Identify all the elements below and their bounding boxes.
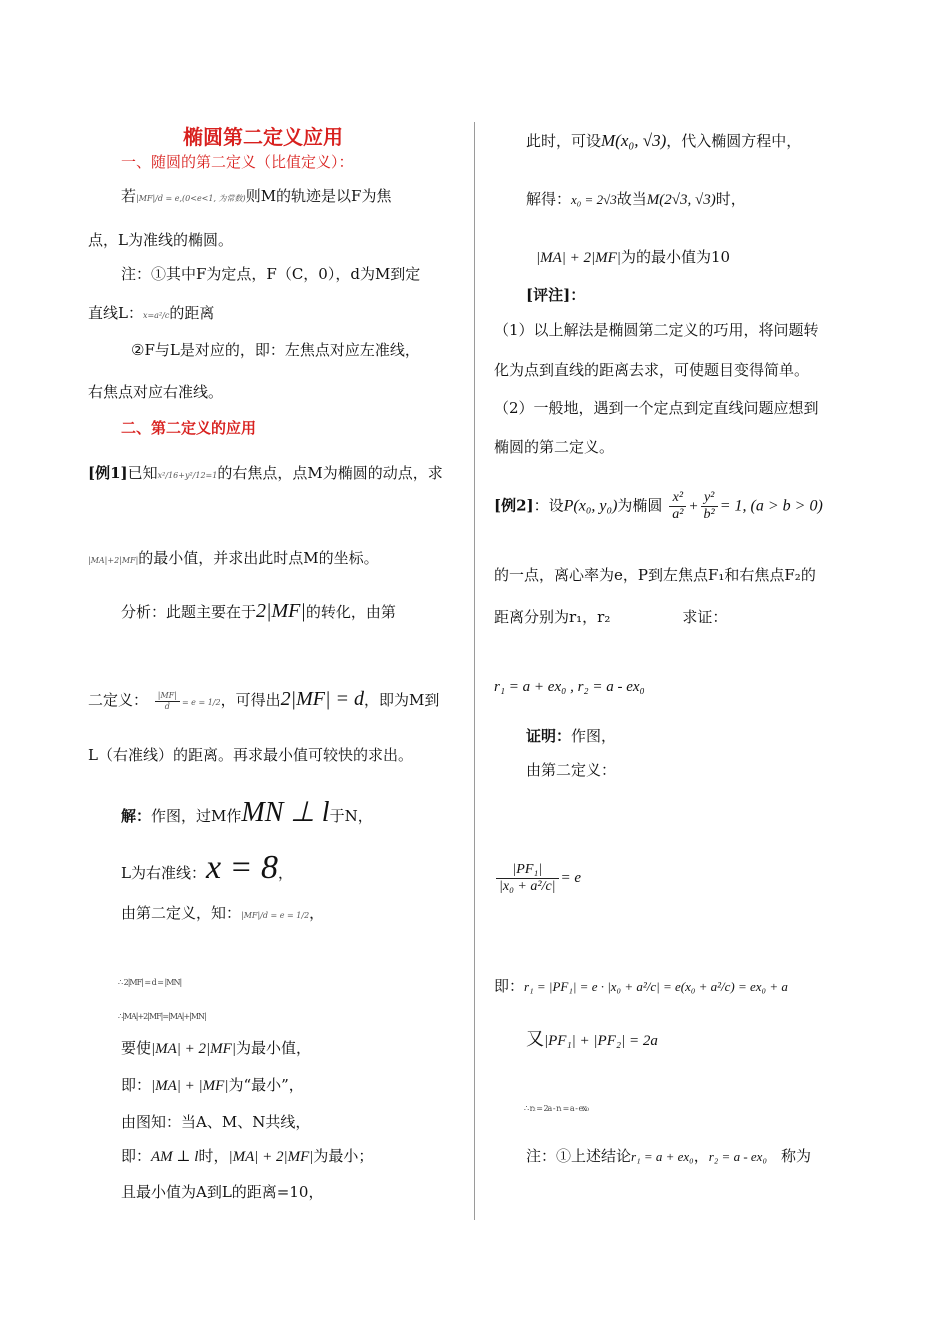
example-2: [例2]：设P(x₀, y₀)为椭圆 $\frac{\text{x²}}{\text{a²}}$ + $\frac{\text{y²}}{\text{b²}}$ = 1, (a > b > 0) [494, 490, 823, 523]
note-2: ②F与L是对应的，即：左焦点对应左准线， [131, 341, 420, 359]
note-1-cont: 直线L：x=a²/c的距离 [88, 304, 215, 322]
comment-2-cont: 椭圆的第二定义。 [494, 438, 615, 456]
formula-y2-over-b2: $\frac{\text{y²}}{\text{b²}}$ [701, 490, 718, 523]
example-2-cont-2: 距离分别为r₁，r₂ 求证： [494, 608, 728, 626]
para-definition-cont: 点，L为准线的椭圆。 [88, 231, 233, 249]
solution-10: 且最小值为A到L的距离=10， [121, 1183, 324, 1201]
formula-ratio-half: |MF|/d = e = 1/2 [241, 911, 310, 920]
analysis-3: L（右准线）的距离。再求最小值可较快的求出。 [88, 746, 413, 764]
formula-2mf: 2|MF| [256, 600, 306, 622]
example-1: [例1]已知x²/16+y²/12=1的右焦点，点M为椭圆的动点，求 [88, 464, 443, 482]
note-2-cont: 右焦点对应右准线。 [88, 383, 224, 401]
formula-m-point: M(x₀, √3) [601, 131, 667, 150]
formula-scribble-3: ∴ r₂ = 2a - r₁ = a - ex₀ [524, 1104, 588, 1113]
comment-2: （2）一般地，遇到一个定点到定直线问题应想到 [494, 399, 819, 417]
page-title: 椭圆第二定义应用 [183, 125, 343, 149]
formula-x2-over-a2: $\frac{\text{x²}}{\text{a²}}$ [669, 490, 686, 523]
solution-1: 解：作图，过M作MN ⊥ l于N， [121, 797, 373, 828]
section-heading-2: 二、第二定义的应用 [121, 419, 257, 437]
comment-1: （1）以上解法是椭圆第二定义的巧用，将问题转 [494, 321, 819, 339]
right-line-1: 此时，可设M(x₀, √3)，代入椭圆方程中， [526, 131, 802, 150]
formula-x-eq-8: x = 8 [205, 849, 279, 886]
note-1: 注：①其中F为定点，F（C，0），d为M到定 [121, 265, 421, 283]
section-heading-1: 一、随圆的第二定义（比值定义）： [121, 153, 354, 171]
solution-3: 由第二定义，知：|MF|/d = e = 1/2， [121, 904, 325, 922]
formula-ellipse-1: x²/16+y²/12=1 [157, 471, 218, 480]
proof-line-1: 证明：作图， [526, 727, 617, 745]
note-conclusion: 注：①上述结论r₁ = a + ex₀，r₂ = a - ex₀ 称为 [526, 1147, 811, 1165]
comment-label: [评注]： [526, 286, 586, 304]
formula-target: |MA|+2|MF| [88, 556, 139, 565]
formula-goal: r₁ = a + ex₀ , r₂ = a - ex₀ [494, 679, 645, 695]
solution-7: 即：|MA| + |MF|为“最小”， [121, 1076, 304, 1094]
formula-mn-perp-l: MN ⊥ l [241, 797, 330, 828]
proof-line-2: 由第二定义： [526, 761, 617, 779]
solution-8: 由图知：当A、M、N共线， [121, 1113, 311, 1131]
solution-9: 即：AM ⊥ l时，|MA| + 2|MF|为最小； [121, 1147, 374, 1165]
column-divider [474, 122, 475, 1220]
formula-directrix: x=a²/c [142, 311, 170, 320]
analysis-2: 二定义： $\frac{|MF|}{d}$ = e = 1/2，可得出2|MF| = d，即为M到 [88, 688, 440, 711]
right-line-3: |MA| + 2|MF|为的最小值为10 [536, 248, 731, 266]
right-line-2: 解得：x₀ = 2√3故当M(2√3, √3)时， [526, 190, 746, 208]
formula-2mf-eq-d: 2|MF| = d [280, 688, 364, 710]
proof-line-3: 即：r₁ = |PF₁| = e · |x₀ + a²/c| = e(x₀ + a²/c) = ex₀ + a [494, 977, 788, 995]
proof-line-4: 又|PF₁| + |PF₂| = 2a [526, 1029, 658, 1050]
solution-2: L为右准线：x = 8， [121, 849, 294, 886]
solution-6: 要使|MA| + 2|MF|为最小值， [121, 1039, 311, 1057]
formula-pf-ratio: $\frac{\text{|PF₁|}}{\text{|x₀ + a²/c|}}$ = e [494, 862, 581, 895]
formula-scribble-1: ∴ 2|MF| = d = |MN| [118, 978, 182, 987]
analysis-1: 分析：此题主要在于2|MF|的转化，由第 [121, 600, 396, 622]
comment-1-cont: 化为点到直线的距离去求，可使题目变得简单。 [494, 361, 810, 379]
example-1-cont: |MA|+2|MF|的最小值，并求出此时点M的坐标。 [88, 549, 379, 567]
formula-ratio: |MF|/d = e,(0<e<1, 为常数) [136, 194, 246, 203]
example-2-cont-1: 的一点，离心率为e，P到左焦点F₁和右焦点F₂的 [494, 566, 816, 584]
formula-scribble-2: ∴|MA|+2|MF|=|MA|+|MN| [118, 1012, 206, 1021]
formula-mf-over-d: $\frac{|MF|}{d}$ [155, 691, 180, 710]
para-definition: 若|MF|/d = e,(0<e<1, 为常数)则M的轨迹是以F为焦 [121, 187, 392, 205]
